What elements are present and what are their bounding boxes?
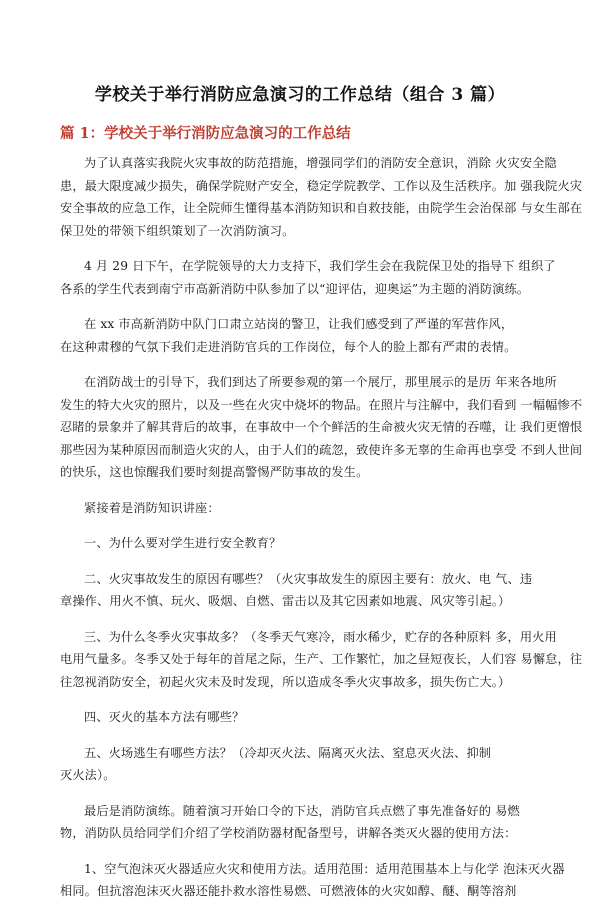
- paragraph-line: 发生的特大火灾的照片，以及一些在火灾中烧坏的物品。在照片与注解中，我们看到 一幅幅惨不: [60, 397, 583, 412]
- paragraph-line: 1、空气泡沫灭火器适应火灾和使用方法。适用范围：适用范围基本上与化学 泡沫灭火器: [84, 861, 565, 876]
- paragraph-line: 为了认真落实我院火灾事故的防范措施，增强同学们的消防安全意识，消除 火灾安全隐: [84, 156, 557, 170]
- paragraph-line: 保卫处的带领下组织策划了一次消防演习。: [60, 223, 295, 238]
- paragraph: [60, 313, 550, 358]
- paragraph: [60, 371, 583, 484]
- paragraph-line: 灭火法）。: [60, 768, 116, 782]
- paragraph: [60, 532, 550, 555]
- paragraph-line: 各系的学生代表到南宁市高新消防中队参加了以“迎评估，迎奥运”为主题的消防演练。: [60, 281, 530, 296]
- paragraph-line: 的快乐，这也惊醒我们要时刻提高警惕严防事故的发生。: [60, 465, 369, 479]
- paragraph-line: 4 月 29 日下午，在学院领导的大力支持下，我们学生会在我院保卫处的指导下 组织了: [84, 259, 556, 273]
- paragraph: [60, 568, 550, 613]
- paragraph: [60, 706, 550, 729]
- paragraph-line: 相同。但抗溶泡沫灭火器还能扑救水溶性易燃、可燃液体的火灾如醇、醚、酮等溶剂: [60, 884, 517, 898]
- document-title: 学校关于举行消防应急演习的工作总结（组合 3 篇）: [94, 85, 506, 105]
- paragraph: [60, 497, 550, 520]
- paragraph: [60, 152, 583, 242]
- paragraph-line: 患，最大限度减少损失，确保学院财产安全，稳定学院教学、工作以及生活秩序。加 强我院火灾: [60, 178, 583, 193]
- paragraph-line: 最后是消防演练。随着演习开始口令的下达，消防官兵点燃了事先准备好的 易燃: [84, 803, 520, 818]
- paragraph-line: 三、为什么冬季火灾事故多？（冬季天气寒冷，雨水稀少，贮存的各种原料 多，用火用: [84, 629, 557, 644]
- paragraph-line: 五、火场逃生有哪些方法？（冷却灭火法、隔离灭火法、窒息灭火法、抑制: [84, 745, 492, 760]
- paragraph-line: 四、灭火的基本方法有哪些？: [84, 710, 245, 724]
- paragraph-line: 电用气量多。冬季又处于每年的首尾之际，生产、工作繁忙，加之昼短夜长，人们容 易懈怠，往: [60, 652, 583, 666]
- paragraph-line: 往忽视消防安全，初起火灾未及时发现，所以造成冬季火灾事故多，损失伤亡大。）: [60, 674, 511, 689]
- paragraph-line: 章操作、用火不慎、玩火、吸烟、自燃、雷击以及其它因素如地震、风灾等引起。）: [60, 594, 511, 608]
- paragraph-line: 在这种肃穆的气氛下我们走进消防官兵的工作岗位，每个人的脸上都有严肃的表情。: [60, 339, 517, 354]
- paragraph-line: 一、为什么要对学生进行安全教育？: [84, 536, 282, 550]
- paragraph: [60, 255, 556, 300]
- paragraph: [60, 742, 550, 787]
- paragraph-line: 安全事故的应急工作，让全院师生懂得基本消防知识和自救技能，由院学生会治保部 与女生部在: [60, 201, 583, 215]
- paragraph: [60, 800, 550, 845]
- paragraph-line: 紧接着是消防知识讲座：: [84, 500, 220, 515]
- paragraph-line: 二、火灾事故发生的原因有哪些？（火灾事故发生的原因主要有：放火、电 气、违: [84, 571, 533, 586]
- paragraph-line: 在 xx 市高新消防中队门口肃立站岗的警卫，让我们感受到了严谨的军营作风，: [84, 317, 514, 331]
- paragraph: [60, 626, 583, 694]
- document-body: [60, 152, 583, 916]
- section-heading: 篇 1：学校关于举行消防应急演习的工作总结: [60, 125, 351, 142]
- paragraph-line: 忍睹的景象并了解其背后的故事，在事故中一个个鲜活的生命被火灾无情的吞噬，让 我们更憎恨: [60, 420, 583, 434]
- paragraph-line: 那些因为某种原因而制造火灾的人，由于人们的疏忽，致使许多无辜的生命再也享受 不到人世间: [60, 442, 583, 457]
- paragraph: [60, 858, 565, 903]
- paragraph-line: 物，消防队员给同学们介绍了学校消防器材配备型号，讲解各类灭火器的使用方法：: [60, 826, 517, 840]
- paragraph-line: 在消防战士的引导下，我们到达了所要参观的第一个展厅，那里展示的是历 年来各地所: [84, 375, 557, 389]
